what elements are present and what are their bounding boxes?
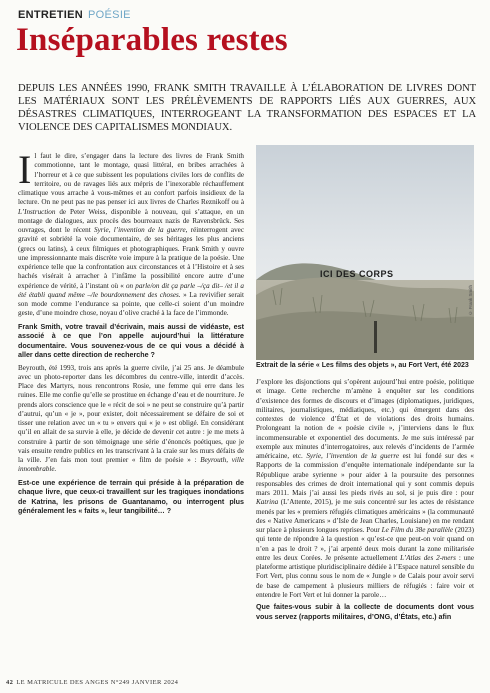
page-footer <box>6 679 178 686</box>
left-column <box>18 147 244 517</box>
photo-overlay-text: ICI DES CORPS <box>320 269 394 279</box>
section-label: ENTRETIEN <box>18 9 84 21</box>
answer-paragraph-1: Beyrouth, été 1993, trois ans après la guerre civile, j’ai 25 ans. Je déambule avec un photo-reporter dans les décombres du centre-ville, interdit d’accès. Place des Martyrs, nous rencontrons Rosie, une femme qui erre dans les ruines. Elle me confie qu’elle se prostitue en échange d’eau et de nourriture. Je prends alors conscience que le « récit de soi » ne peut se construire qu’à partir d’autrui, qu’un « je », pour exister, doit nécessairement se défaire de soi et tisser une relation avec un « tu » envers qui « je » est obligé. En considérant qu’il en allait de sa survie à elle, je décide de devenir cet autre : je me mets à construire à partir de son témoignage une série d’énoncés poétiques, que je vais ensuite rendre publics en les transcrivant à la craie sur les murs défaits de la ville. J’en fais mon tout premier « film de poésie » : Beyrouth, ville innombrable. <box>18 363 244 474</box>
article-title: Inséparables restes <box>16 22 288 58</box>
category-label: POÉSIE <box>88 9 131 21</box>
interview-question-3: Que faites-vous subir à la collecte de documents dont vous vous servez (rapports militaires, d’ONG, d’États, etc.) afin <box>256 603 474 621</box>
drop-cap: I <box>18 147 32 192</box>
magazine-issue: LE MATRICULE DES ANGES N°249 JANVIER 2024 <box>16 679 179 686</box>
article-photo <box>256 145 474 360</box>
answer-paragraph-2: J’explore les disjonctions qui s’opèrent aujourd’hui entre poésie, politique et image. Cette recherche m’amène à enquêter sur les conditions d’existence des formes de discours et d’images (diplomatiques, juridiques, militaires, journalistiques, médiatiques, etc.) qui émergent dans des contextes de violence d’État et de violations des droits humains. Prolongeant la notion de « poésie civile », j’interviens dans le flux incommensurable et exponentiel des documents. Je me suis intéressé par exemple aux minutes d’interrogatoires, aux relevés d’incidents de l’armée américaine, etc. Syrie, l’invention de la guerre est lui fondé sur des « Rapports de la commission d’enquête internationale indépendante sur la République arabe syrienne » pour aider à la poursuite des personnes responsables des crimes de droit international qui y sont commis depuis mars 2011. Mais j’ai aussi les pieds rivés au sol, si je puis dire : pour Katrina (L’Attente, 2015), je me suis concentré sur les actes de résistance menés par les « premiers réfugiés climatiques américains » (la communauté des « Native Americans » d’Isle de Jean Charles, Louisiane) en me rendant sur place à plusieurs longues reprises. Pour Le Film du 38e parallèle (2023) qui tente de répondre à la question « qu’est-ce que peut-on voir quand on n’en a pas le droit ? », j’ai arpenté deux mois durant la zone militarisée entre les deux Corées. Je présente actuellement L’Atlas des 2-mers : une plateforme artistique pluridisciplinaire dédiée à l’Espace naturel sensible du Fort Vert, plus connu sous le nom de « Jungle » de Calais pour avoir servi de base de campement à plusieurs milliers de réfugiés : faire voir et entendre le Fort Vert et lui donner la parole… <box>256 378 475 599</box>
interview-question-2: Est-ce une expérience de terrain qui préside à la préparation de chaque livre, que ceux-ci travaillent sur les tragiques inondations de Katrina, les prisons de Guantanamo, ou interrogent plus généralement les « faits », leur tangibilité… ? <box>18 478 244 515</box>
page-number: 42 <box>6 679 14 686</box>
section-header <box>18 9 131 21</box>
photo-credit: © Frank Smith <box>468 285 473 316</box>
photo-caption: Extrait de la série « Les films des objets », au Fort Vert, été 2023 <box>256 362 469 369</box>
intro-paragraph: Il faut le dire, s’engager dans la lecture des livres de Frank Smith commotionne, tant le montage, quasi littéral, en bribes arrachées à l’horreur et à ce que subissent les populations civiles lors de conflits de territoire, ou de ravages liés aux mépris de l’inexorable réchauffement climatique vous arrache à vous-mêmes et au confort parfois insidieux de la lecture. On ne peut pas ne pas penser ici aux livres de Charles Reznikoff ou à L’Instruction de Peter Weiss, disponible à nouveau, qui s’attaque, en un montage de dialogues, aux procès des bourreaux nazis de Ravensbrück. Ses ouvrages, dont le récent Syrie, l’invention de la guerre, réinterrogent avec gravité et sobriété la voie documentaire, de ses héritages les plus anciens (grecs ou latins), à ceux filmiques et photographiques. Frank Smith y ouvre une impressionnante mais discrète voie impure à la pratique de la poésie. Une expérience telle que la confrontation aux circonstances et à l’Histoire et à ses hachés visérait à arracher à l’infâme la possibilité encore autre d’une expérience de vérité, à l’instant où « on parle/on dit ça parle –/ça dit– /et il a été établi quand même –/le bourdonnement des choses. » La revivifier serait son mode comme l’endurance sa pointe, que celle-ci soient d’un moindre geste, d’une moindre chose, noyau d’olive craché à la face de l’immonde. <box>18 147 244 318</box>
interview-question-1: Frank Smith, votre travail d’écrivain, mais aussi de vidéaste, est associé à ce que l’on appelle aujourd’hui la littérature documentaire. Vous souvenez-vous de ce qui vous a décidé à aller dans cette direction de recherche ? <box>18 322 244 359</box>
article-lede: DEPUIS LES ANNÉES 1990, FRANK SMITH TRAVAILLE À L’ÉLABORATION DE LIVRES DONT LES MATÉRIAUX SONT LES PRÉLÈVEMENTS DE RAPPORTS LIÉS AUX GUERRES, AUX DÉSASTRES CLIMATIQUES, INTERROGEANT LA TRANSFORMATION DES ESPACES ET LA VIOLENCE DES CAPITALISMES MONDIAUX. <box>18 83 476 134</box>
right-column <box>256 378 474 622</box>
beach-dunes-image <box>256 145 474 360</box>
